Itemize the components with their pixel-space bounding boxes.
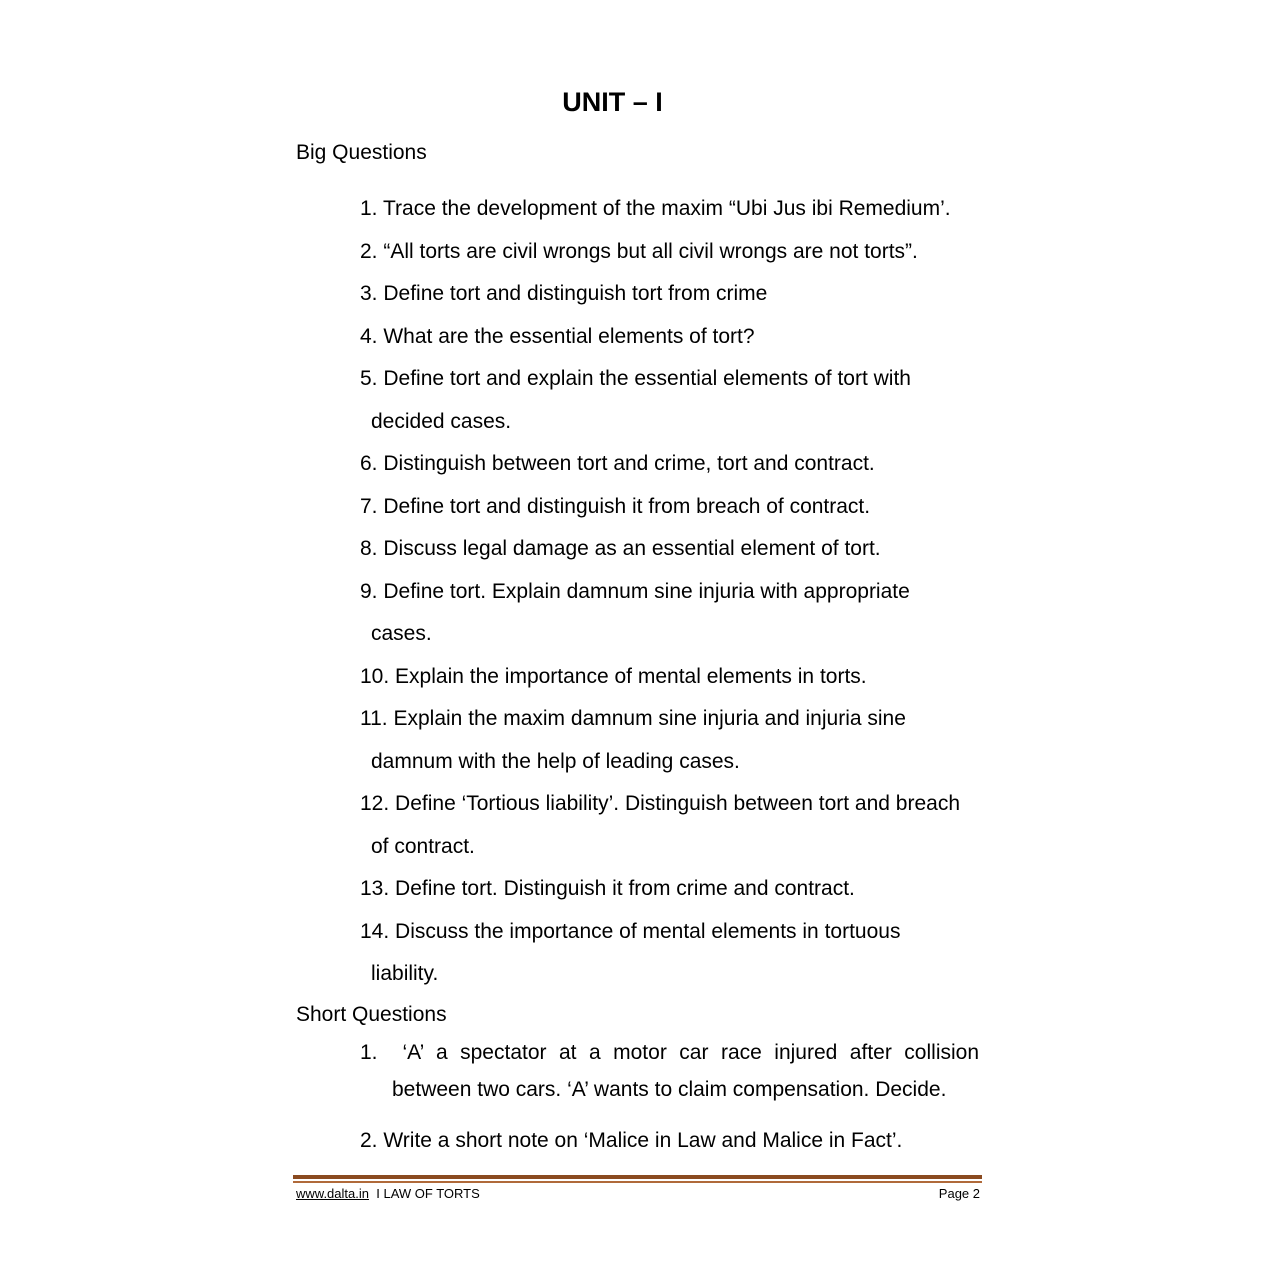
- list-item: [360, 1123, 979, 1159]
- list-item: [360, 571, 979, 656]
- question-text: Discuss legal damage as an essential element of tort.: [383, 537, 881, 560]
- question-number: 1.: [360, 1041, 378, 1064]
- question-continuation: damnum with the help of leading cases.: [371, 749, 740, 773]
- question-number: 2.: [360, 1129, 378, 1152]
- list-item: [360, 231, 979, 274]
- question-number: 10.: [360, 664, 390, 688]
- question-text: Explain the importance of mental elements in torts.: [395, 664, 867, 688]
- question-number: 11.: [360, 707, 388, 730]
- footer-page-number: Page 2: [938, 1186, 980, 1201]
- footer-divider: [293, 1175, 982, 1184]
- question-text: Discuss the importance of mental elements in tortuous: [395, 919, 901, 943]
- list-item: [360, 443, 979, 486]
- big-questions-list: [360, 188, 979, 996]
- footer-subject: LAW OF TORTS: [383, 1186, 480, 1201]
- question-number: 5.: [360, 367, 378, 390]
- question-number: 4.: [360, 324, 378, 348]
- big-questions-heading: Big Questions: [296, 141, 427, 164]
- list-item: [360, 1034, 979, 1108]
- question-number: 12.: [360, 792, 390, 815]
- list-item: [360, 358, 979, 443]
- question-text: “All torts are civil wrongs but all civil wrongs are not torts”.: [383, 239, 918, 263]
- question-number: 3.: [360, 282, 378, 305]
- question-number: 1.: [360, 197, 378, 220]
- question-number: 14.: [360, 919, 390, 943]
- question-text: Trace the development of the maxim “Ubi Jus ibi Remedium’.: [382, 197, 951, 220]
- question-text: What are the essential elements of tort?: [383, 324, 755, 348]
- question-number: 8.: [360, 537, 378, 560]
- question-continuation: decided cases.: [371, 409, 512, 433]
- question-text: Define ‘Tortious liability’. Distinguish between tort and breach: [395, 792, 961, 815]
- list-item: [360, 528, 979, 571]
- question-text: Define tort. Distinguish it from crime and contract.: [395, 877, 855, 900]
- list-item: [360, 656, 979, 699]
- list-item: [360, 188, 979, 231]
- page-footer: [296, 1185, 980, 1203]
- question-continuation: cases.: [371, 622, 432, 645]
- question-text: Define tort and distinguish tort from crime: [383, 282, 768, 305]
- question-number: 2.: [360, 239, 378, 263]
- question-continuation: liability.: [371, 962, 439, 985]
- list-item: [360, 486, 979, 529]
- list-item: [360, 273, 979, 316]
- question-number: 13.: [360, 877, 390, 900]
- list-item: [360, 316, 979, 359]
- footer-site-link[interactable]: www.dalta.in: [296, 1186, 369, 1201]
- footer-separator: I: [376, 1186, 380, 1201]
- question-text: ‘A’ a spectator at a motor car race injured after collision between two cars. ‘A’ wants to claim compensation. Decide.: [392, 1041, 980, 1101]
- question-text: Write a short note on ‘Malice in Law and Malice in Fact’.: [383, 1129, 903, 1152]
- short-questions-heading: Short Questions: [296, 1003, 447, 1026]
- question-number: 6.: [360, 452, 378, 475]
- unit-title: UNIT – I: [562, 87, 663, 117]
- list-item: [360, 868, 979, 911]
- question-text: Distinguish between tort and crime, tort and contract.: [383, 452, 875, 475]
- list-item: [360, 911, 979, 996]
- short-questions-list: [360, 1034, 979, 1159]
- list-item: [360, 783, 979, 868]
- question-number: 9.: [360, 579, 378, 603]
- question-text: Define tort and distinguish it from breach of contract.: [383, 494, 871, 518]
- question-text: Define tort and explain the essential elements of tort with: [383, 367, 911, 390]
- list-item: [360, 698, 979, 783]
- question-text: Define tort. Explain damnum sine injuria with appropriate: [383, 579, 910, 603]
- question-text: Explain the maxim damnum sine injuria and injuria sine: [393, 707, 906, 730]
- question-continuation: of contract.: [371, 834, 475, 858]
- question-number: 7.: [360, 494, 378, 518]
